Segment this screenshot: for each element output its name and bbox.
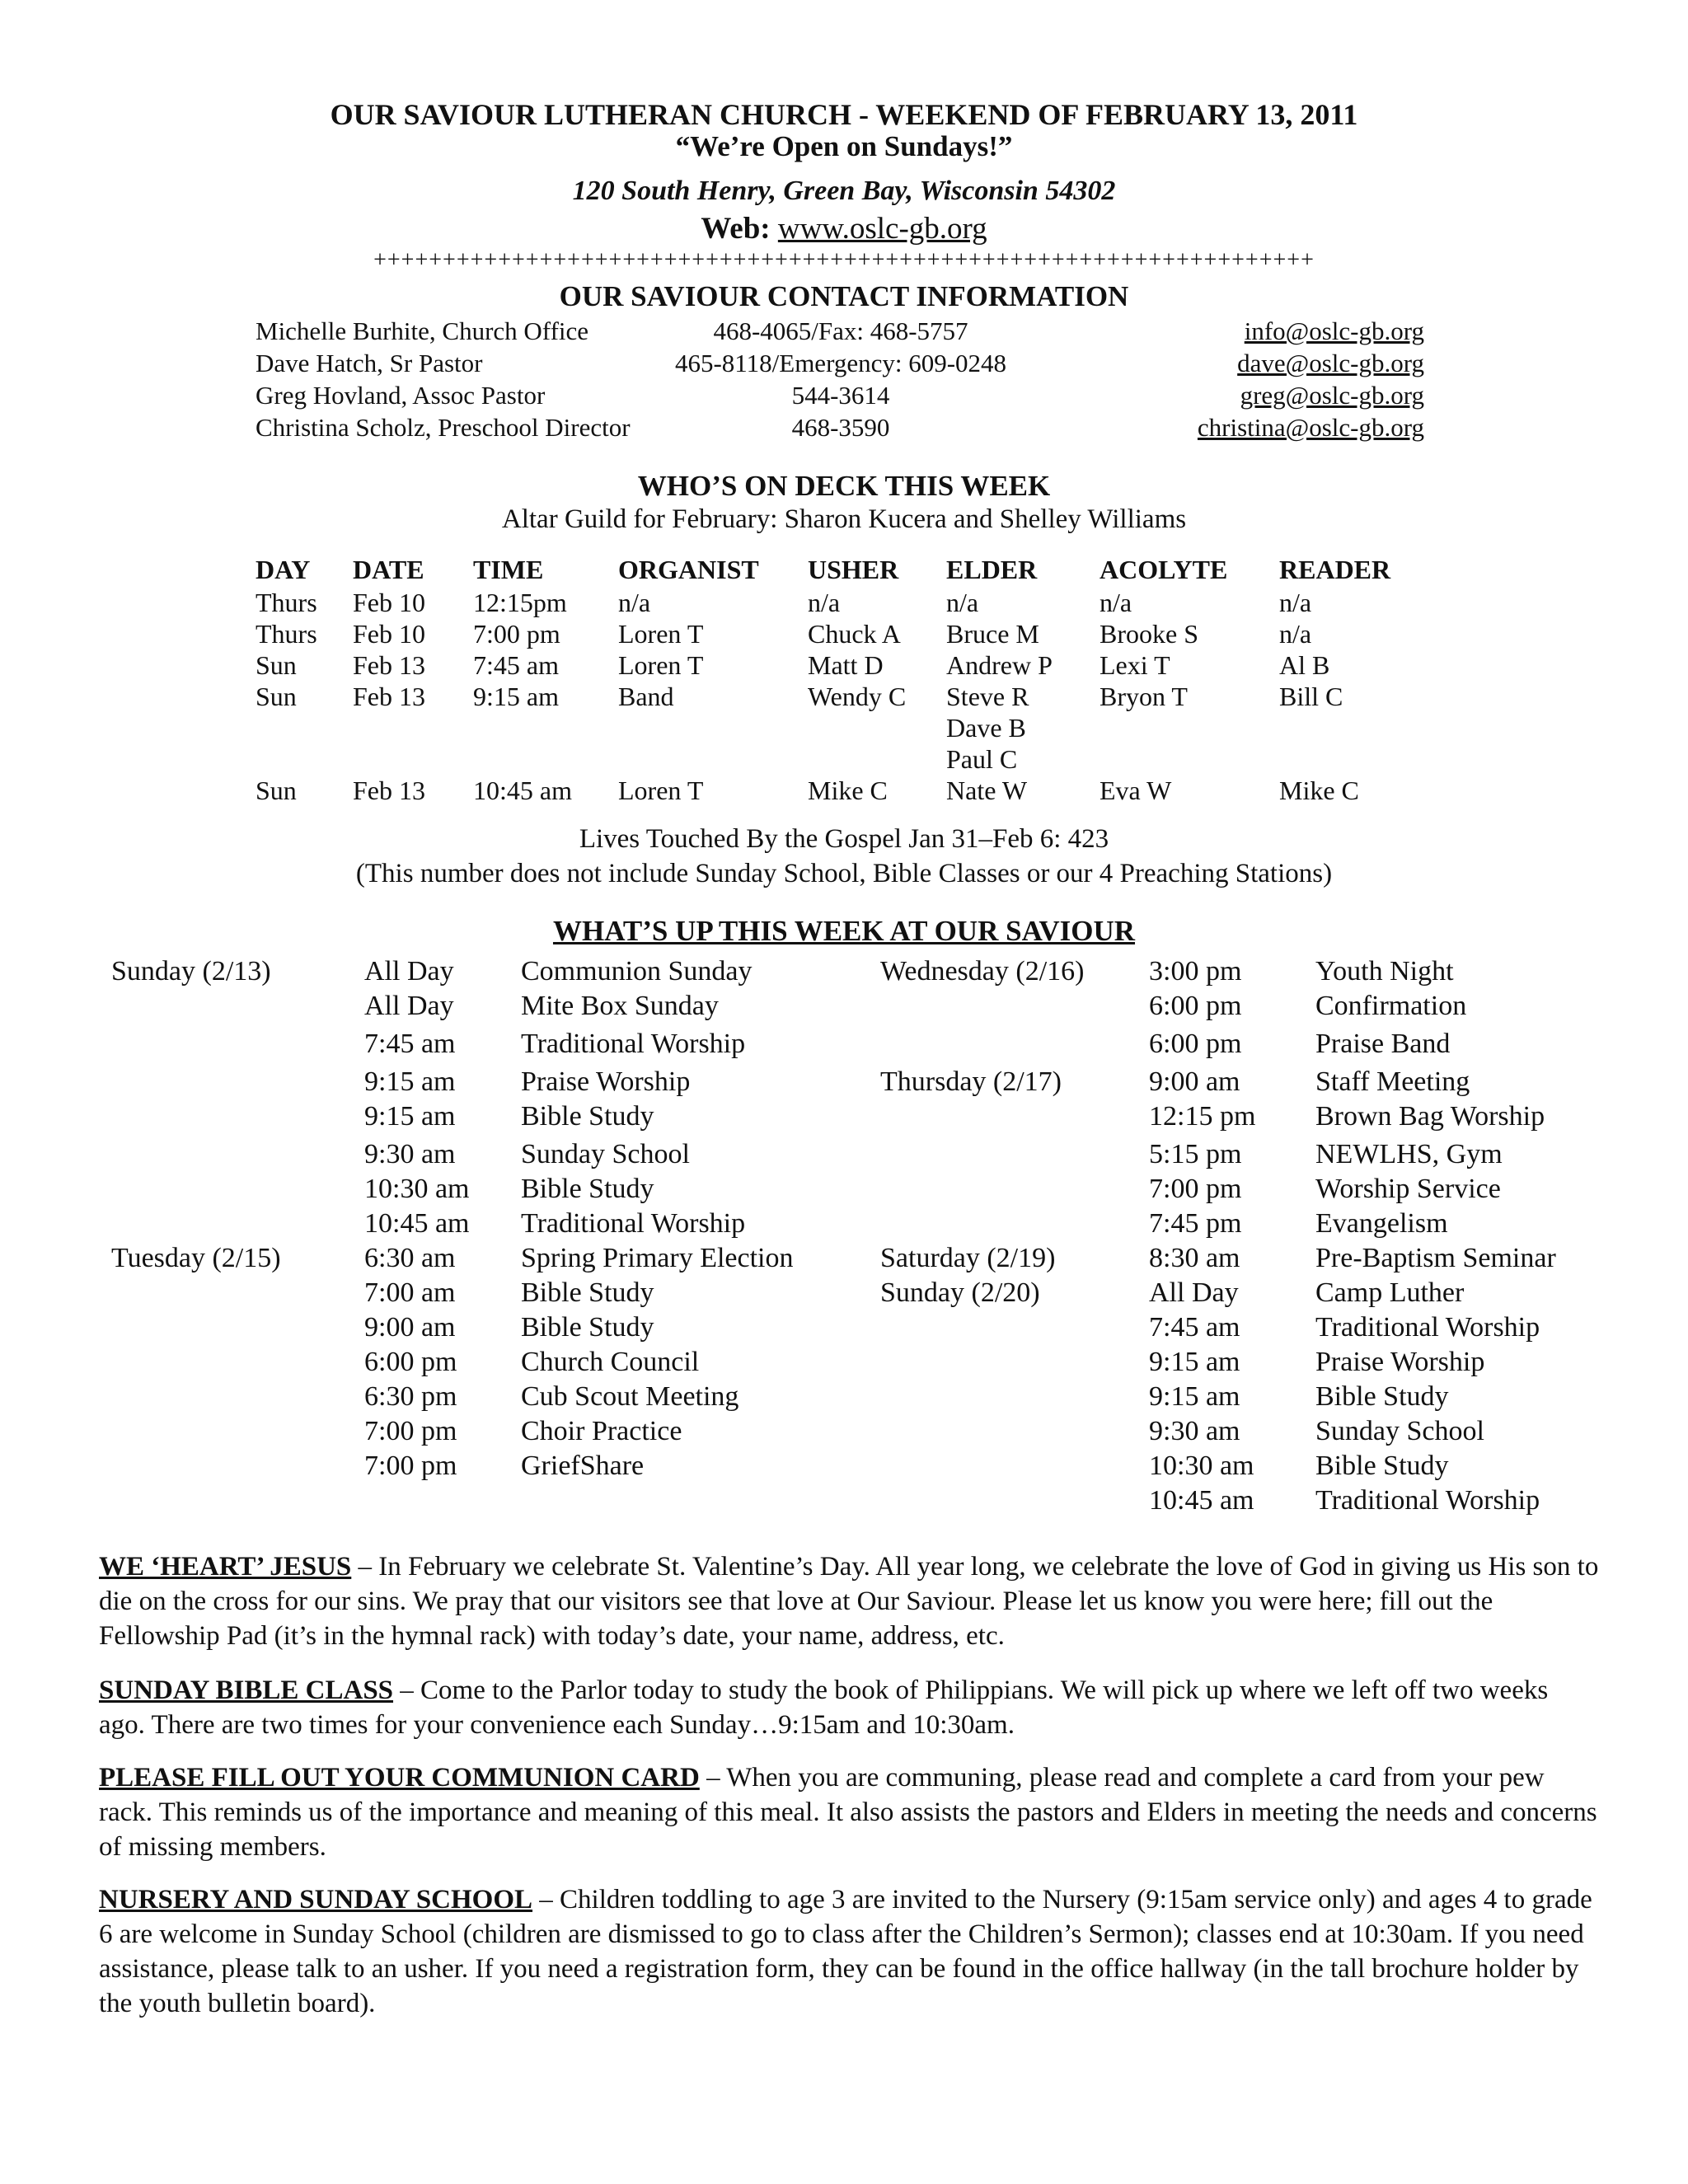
contact-name: Michelle Burhite, Church Office bbox=[256, 316, 589, 345]
announcement bbox=[99, 1549, 1599, 1653]
separator-line: ++++++++++++++++++++++++++++++++++++++++++++++++++++++++++++++++++++ bbox=[373, 247, 1315, 273]
schedule-event: Bible Study bbox=[521, 1101, 654, 1132]
column-header: ELDER bbox=[946, 554, 1038, 584]
column-header: TIME bbox=[473, 554, 544, 584]
column-header: READER bbox=[1279, 554, 1391, 584]
table-cell: Chuck A bbox=[808, 619, 901, 649]
website-link[interactable]: www.oslc-gb.org bbox=[777, 212, 987, 246]
schedule-time: 7:00 pm bbox=[364, 1451, 457, 1481]
table-cell: Nate W bbox=[946, 776, 1028, 805]
contact-email-link[interactable]: info@oslc-gb.org bbox=[1244, 316, 1424, 345]
schedule-event: Traditional Worship bbox=[521, 1029, 746, 1059]
table-cell: 7:45 am bbox=[473, 650, 559, 680]
table-cell: Loren T bbox=[618, 619, 704, 649]
table-cell bbox=[1279, 743, 1403, 775]
altar-guild-line: Altar Guild for February: Sharon Kucera and Shelley Williams bbox=[501, 504, 1187, 534]
schedule-day: Saturday (2/19) bbox=[880, 1243, 1056, 1273]
contact-row bbox=[256, 349, 1424, 381]
table-cell: Feb 10 bbox=[353, 588, 425, 617]
table-row bbox=[256, 743, 1403, 775]
schedule-time: 8:30 am bbox=[1149, 1243, 1240, 1273]
schedule-event: Bible Study bbox=[1315, 1451, 1449, 1481]
column-header: DATE bbox=[353, 554, 424, 584]
schedule-day: Tuesday (2/15) bbox=[111, 1243, 281, 1273]
schedule-time: 7:00 pm bbox=[364, 1416, 457, 1446]
column-header: DAY bbox=[256, 554, 311, 584]
schedule-event: Mite Box Sunday bbox=[521, 991, 719, 1021]
table-cell bbox=[353, 712, 473, 743]
contact-name: Christina Scholz, Preschool Director bbox=[256, 413, 631, 442]
table-cell: Feb 13 bbox=[353, 650, 425, 680]
table-cell: Steve R bbox=[946, 682, 1029, 711]
schedule-event: Camp Luther bbox=[1315, 1277, 1465, 1308]
contact-name: Greg Hovland, Assoc Pastor bbox=[256, 381, 546, 410]
schedule-time: All Day bbox=[364, 991, 454, 1021]
schedule-event: Praise Band bbox=[1315, 1029, 1451, 1059]
table-cell bbox=[473, 743, 618, 775]
page-subtitle: “We’re Open on Sundays!” bbox=[675, 130, 1013, 162]
schedule-time: 7:45 pm bbox=[1149, 1208, 1242, 1239]
schedule-event: Bible Study bbox=[521, 1312, 654, 1343]
contact-list bbox=[256, 316, 1424, 445]
schedule-event: Staff Meeting bbox=[1315, 1066, 1470, 1097]
page-title: OUR SAVIOUR LUTHERAN CHURCH - WEEKEND OF FEBRUARY 13, 2011 bbox=[330, 98, 1358, 131]
schedule-event: Confirmation bbox=[1315, 991, 1467, 1021]
lives-note: (This number does not include Sunday School, Bible Classes or our 4 Preaching Stations) bbox=[355, 859, 1333, 888]
table-cell bbox=[256, 712, 353, 743]
contact-row bbox=[256, 413, 1424, 445]
table-row bbox=[256, 681, 1403, 712]
announcement bbox=[99, 1673, 1599, 1742]
web-label: Web: bbox=[701, 212, 771, 246]
schedule-time: 6:00 pm bbox=[364, 1347, 457, 1377]
schedule-event: Pre-Baptism Seminar bbox=[1315, 1243, 1556, 1273]
table-header-row bbox=[256, 552, 1403, 587]
contact-row bbox=[256, 381, 1424, 413]
schedule-event: Bible Study bbox=[1315, 1381, 1449, 1412]
schedule-time: 5:15 pm bbox=[1149, 1139, 1242, 1169]
table-row bbox=[256, 618, 1403, 649]
announcement-separator: – bbox=[393, 1675, 421, 1705]
schedule-event: GriefShare bbox=[521, 1451, 645, 1481]
table-row bbox=[256, 649, 1403, 681]
table-cell: Feb 13 bbox=[353, 682, 425, 711]
table-cell: n/a bbox=[1100, 588, 1132, 617]
table-cell: Loren T bbox=[618, 650, 704, 680]
column-header: ORGANIST bbox=[618, 554, 759, 584]
contact-email-link[interactable]: christina@oslc-gb.org bbox=[1197, 413, 1424, 442]
schedule-event: Spring Primary Election bbox=[521, 1243, 794, 1273]
schedule-time: 6:00 pm bbox=[1149, 991, 1242, 1021]
schedule-event: Sunday School bbox=[1315, 1416, 1484, 1446]
table-cell: n/a bbox=[1279, 588, 1312, 617]
table-row bbox=[256, 712, 1403, 743]
table-cell: Thurs bbox=[256, 619, 317, 649]
table-row bbox=[256, 587, 1403, 618]
table-cell: Eva W bbox=[1100, 776, 1172, 805]
table-cell: Bruce M bbox=[946, 619, 1039, 649]
table-cell: Feb 10 bbox=[353, 619, 425, 649]
church-address: 120 South Henry, Green Bay, Wisconsin 54302 bbox=[572, 176, 1116, 206]
table-cell bbox=[1100, 712, 1279, 743]
announcement-body: Come to the Parlor today to study the book of Philippians. We will pick up where we left off two weeks ago. There are two times for your convenience each Sunday…9:15am and 10:30am. bbox=[99, 1675, 1549, 1740]
contact-heading: OUR SAVIOUR CONTACT INFORMATION bbox=[559, 280, 1129, 312]
contact-email-link[interactable]: greg@oslc-gb.org bbox=[1240, 381, 1424, 410]
contact-row bbox=[256, 316, 1424, 349]
table-cell: Feb 13 bbox=[353, 776, 425, 805]
table-cell: 10:45 am bbox=[473, 776, 572, 805]
schedule-event: Praise Worship bbox=[521, 1066, 691, 1097]
table-cell: Lexi T bbox=[1100, 650, 1170, 680]
schedule-time: 6:00 pm bbox=[1149, 1029, 1242, 1059]
schedule-time: 3:00 pm bbox=[1149, 956, 1242, 987]
table-cell: Band bbox=[618, 682, 674, 711]
schedule-event: Choir Practice bbox=[521, 1416, 682, 1446]
column-header: ACOLYTE bbox=[1100, 554, 1228, 584]
schedule-time: 9:00 am bbox=[364, 1312, 456, 1343]
schedule-time: 9:15 am bbox=[1149, 1381, 1240, 1412]
schedule-event: Traditional Worship bbox=[1315, 1485, 1540, 1516]
table-cell: Sun bbox=[256, 776, 297, 805]
schedule-event: Traditional Worship bbox=[1315, 1312, 1540, 1343]
schedule-event: NEWLHS, Gym bbox=[1315, 1139, 1503, 1169]
table-cell bbox=[618, 743, 808, 775]
on-deck-rows bbox=[256, 587, 1403, 806]
schedule-time: 10:45 am bbox=[364, 1208, 470, 1239]
schedule-day: Thursday (2/17) bbox=[880, 1066, 1062, 1097]
table-cell: Mike C bbox=[1279, 776, 1359, 805]
announcement bbox=[99, 1882, 1599, 2021]
contact-phone: 544-3614 bbox=[791, 381, 890, 410]
contact-phone: 465-8118/Emergency: 609-0248 bbox=[674, 349, 1007, 377]
announcement-separator: – bbox=[532, 1885, 560, 1915]
contact-email-link[interactable]: dave@oslc-gb.org bbox=[1237, 349, 1424, 377]
schedule-time: 9:30 am bbox=[364, 1139, 456, 1169]
table-row bbox=[256, 775, 1403, 806]
announcement-title: WE ‘HEART’ JESUS bbox=[99, 1552, 352, 1582]
table-cell bbox=[808, 712, 946, 743]
table-cell: Paul C bbox=[946, 744, 1018, 774]
table-cell: 12:15pm bbox=[473, 588, 567, 617]
announcement-title: PLEASE FILL OUT YOUR COMMUNION CARD bbox=[99, 1763, 700, 1793]
schedule-event: Youth Night bbox=[1315, 956, 1454, 987]
announcement-body: In February we celebrate St. Valentine’s Day. All year long, we celebrate the love of God in giving us His son to die on the cross for our sins. We pray that our visitors see that love at Our Saviour. Please let us know you were here; fill out the Fellowship Pad (it’s in the hymnal rack) with today’s date, your name, address, etc. bbox=[99, 1552, 1599, 1651]
table-cell: n/a bbox=[946, 588, 979, 617]
table-cell: Thurs bbox=[256, 588, 317, 617]
table-cell: n/a bbox=[1279, 619, 1312, 649]
table-cell: Andrew P bbox=[946, 650, 1053, 680]
table-cell: Mike C bbox=[808, 776, 888, 805]
table-cell bbox=[1100, 743, 1279, 775]
table-cell: Loren T bbox=[618, 776, 704, 805]
table-cell bbox=[808, 743, 946, 775]
schedule-time: 9:30 am bbox=[1149, 1416, 1240, 1446]
schedule-time: All Day bbox=[364, 956, 454, 987]
schedule-time: 10:30 am bbox=[364, 1174, 470, 1204]
announcement-separator: – bbox=[351, 1552, 379, 1582]
schedule-time: 9:15 am bbox=[364, 1066, 456, 1097]
table-cell: Dave B bbox=[946, 713, 1026, 743]
schedule-time: 6:30 pm bbox=[364, 1381, 457, 1412]
contact-phone: 468-4065/Fax: 468-5757 bbox=[713, 316, 968, 345]
announcement bbox=[99, 1760, 1599, 1864]
table-cell: Brooke S bbox=[1100, 619, 1198, 649]
on-deck-heading: WHO’S ON DECK THIS WEEK bbox=[637, 470, 1051, 502]
schedule-day: Sunday (2/20) bbox=[880, 1277, 1040, 1308]
table-cell bbox=[473, 712, 618, 743]
announcement-title: NURSERY AND SUNDAY SCHOOL bbox=[99, 1885, 533, 1915]
schedule-time: 7:45 am bbox=[364, 1029, 456, 1059]
table-cell: Wendy C bbox=[808, 682, 907, 711]
announcement-body: Children toddling to age 3 are invited to the Nursery (9:15am service only) and ages 4 to grade 6 are welcome in Sunday School (children are dismissed to go to class after the Children’s Sermon); classes end at 10:30am. If you need assistance, please talk to an usher. If you need a registration form, they can be found in the office hallway (in the tall brochure holder by the youth bulletin board). bbox=[99, 1885, 1592, 2018]
schedule-time: 7:00 am bbox=[364, 1277, 456, 1308]
schedule-time: 7:00 pm bbox=[1149, 1174, 1242, 1204]
schedule-time: 7:45 am bbox=[1149, 1312, 1240, 1343]
table-cell: Bryon T bbox=[1100, 682, 1188, 711]
contact-phone: 468-3590 bbox=[791, 413, 890, 442]
schedule-event: Praise Worship bbox=[1315, 1347, 1485, 1377]
whats-up-heading: WHAT’S UP THIS WEEK AT OUR SAVIOUR bbox=[552, 915, 1136, 947]
table-cell: Sun bbox=[256, 650, 297, 680]
announcement-body: When you are communing, please read and complete a card from your pew rack. This reminds us of the importance and meaning of this meal. It also assists the pastors and Elders in meeting the needs and concerns of missing members. bbox=[99, 1763, 1597, 1862]
table-cell: Matt D bbox=[808, 650, 884, 680]
schedule-event: Worship Service bbox=[1315, 1174, 1501, 1204]
schedule-time: All Day bbox=[1149, 1277, 1239, 1308]
schedule-time: 9:00 am bbox=[1149, 1066, 1240, 1097]
schedule-event: Evangelism bbox=[1315, 1208, 1448, 1239]
announcement-title: SUNDAY BIBLE CLASS bbox=[99, 1675, 394, 1705]
table-cell bbox=[353, 743, 473, 775]
table-cell bbox=[618, 712, 808, 743]
schedule-event: Bible Study bbox=[521, 1277, 654, 1308]
schedule-event: Brown Bag Worship bbox=[1315, 1101, 1545, 1132]
schedule-event: Sunday School bbox=[521, 1139, 690, 1169]
table-cell: 7:00 pm bbox=[473, 619, 560, 649]
schedule-event: Cub Scout Meeting bbox=[521, 1381, 739, 1412]
table-cell: 9:15 am bbox=[473, 682, 559, 711]
schedule-time: 9:15 am bbox=[1149, 1347, 1240, 1377]
table-cell: Al B bbox=[1279, 650, 1330, 680]
schedule-day: Wednesday (2/16) bbox=[880, 956, 1085, 987]
schedule-time: 10:30 am bbox=[1149, 1451, 1254, 1481]
website-line bbox=[0, 211, 1688, 246]
schedule-day: Sunday (2/13) bbox=[111, 956, 271, 987]
table-cell: Bill C bbox=[1279, 682, 1343, 711]
lives-touched: Lives Touched By the Gospel Jan 31–Feb 6: 423 bbox=[579, 824, 1109, 854]
table-cell: n/a bbox=[808, 588, 841, 617]
on-deck-table bbox=[256, 552, 1403, 806]
schedule-time: 6:30 am bbox=[364, 1243, 456, 1273]
schedule-event: Communion Sunday bbox=[521, 956, 753, 987]
table-cell: Sun bbox=[256, 682, 297, 711]
contact-name: Dave Hatch, Sr Pastor bbox=[256, 349, 483, 377]
column-header: USHER bbox=[808, 554, 899, 584]
schedule-event: Church Council bbox=[521, 1347, 700, 1377]
schedule-time: 12:15 pm bbox=[1149, 1101, 1256, 1132]
announcement-separator: – bbox=[699, 1763, 727, 1793]
schedule-time: 9:15 am bbox=[364, 1101, 456, 1132]
schedule-time: 10:45 am bbox=[1149, 1485, 1254, 1516]
table-cell: n/a bbox=[618, 588, 651, 617]
schedule-event: Traditional Worship bbox=[521, 1208, 746, 1239]
schedule-event: Bible Study bbox=[521, 1174, 654, 1204]
table-cell bbox=[256, 743, 353, 775]
table-cell bbox=[1279, 712, 1403, 743]
